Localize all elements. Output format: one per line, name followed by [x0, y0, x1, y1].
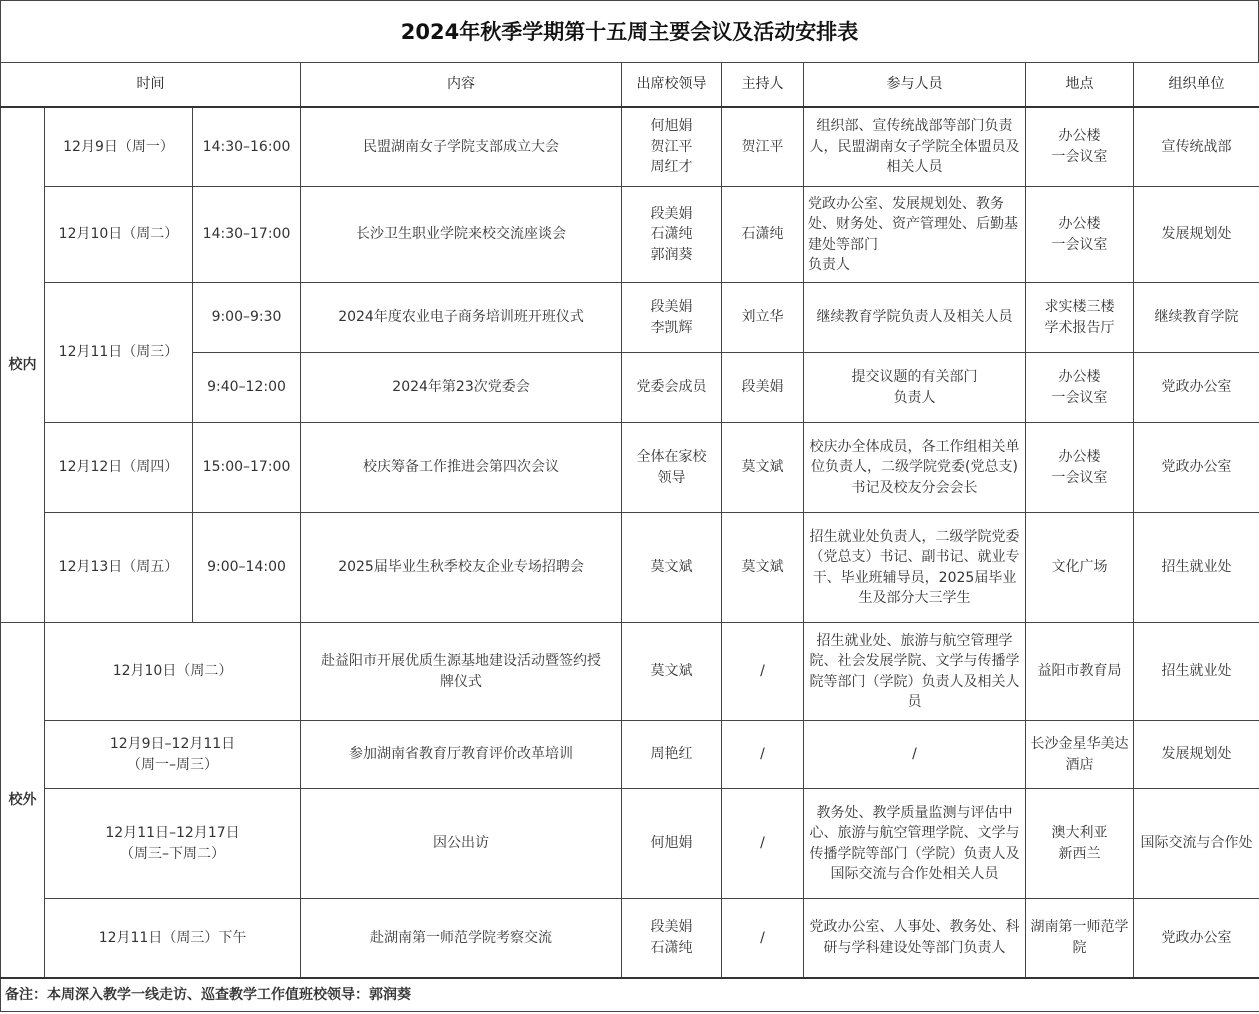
- row-org: 党政办公室: [1134, 899, 1259, 978]
- row-content: 参加湖南省教育厅教育评价改革培训: [301, 721, 622, 789]
- row-time: 9:00–14:00: [193, 513, 301, 623]
- row-host: /: [722, 721, 804, 789]
- schedule-table: [0, 62, 1259, 1012]
- row-org: 继续教育学院: [1134, 283, 1259, 353]
- header-row: [1, 63, 1259, 107]
- row-host: /: [722, 623, 804, 721]
- row-content: 赴湖南第一师范学院考察交流: [301, 899, 622, 978]
- row-org: 党政办公室: [1134, 353, 1259, 423]
- row-time: 14:30–17:00: [193, 187, 301, 283]
- header-org: 组织单位: [1134, 63, 1259, 107]
- row-content: 校庆筹备工作推进会第四次会议: [301, 423, 622, 513]
- row-org: 招生就业处: [1134, 623, 1259, 721]
- row-content: 因公出访: [301, 789, 622, 899]
- note-row: [1, 978, 1259, 1012]
- table-row: [1, 107, 1259, 187]
- row-date: 12月10日（周二）: [45, 623, 301, 721]
- table-row: [1, 623, 1259, 721]
- row-host: /: [722, 899, 804, 978]
- table-row: [1, 789, 1259, 899]
- row-leader: 何旭娟 贺江平 周红才: [622, 107, 722, 187]
- row-date: 12月9日（周一）: [45, 107, 193, 187]
- row-participants: 继续教育学院负责人及相关人员: [804, 283, 1026, 353]
- row-participants: /: [804, 721, 1026, 789]
- row-participants: 组织部、宣传统战部等部门负责人，民盟湖南女子学院全体盟员及相关人员: [804, 107, 1026, 187]
- row-leader: 莫文斌: [622, 513, 722, 623]
- row-participants: 提交议题的有关部门 负责人: [804, 353, 1026, 423]
- row-host: 莫文斌: [722, 513, 804, 623]
- row-org: 招生就业处: [1134, 513, 1259, 623]
- row-time: 14:30–16:00: [193, 107, 301, 187]
- row-content: 2025届毕业生秋季校友企业专场招聘会: [301, 513, 622, 623]
- row-date: 12月13日（周五）: [45, 513, 193, 623]
- header-leader: 出席校领导: [622, 63, 722, 107]
- row-content: 2024年度农业电子商务培训班开班仪式: [301, 283, 622, 353]
- row-location: 办公楼 一会议室: [1026, 353, 1134, 423]
- row-host: 贺江平: [722, 107, 804, 187]
- row-content: 民盟湖南女子学院支部成立大会: [301, 107, 622, 187]
- row-host: 莫文斌: [722, 423, 804, 513]
- row-time: 9:00–9:30: [193, 283, 301, 353]
- header-content: 内容: [301, 63, 622, 107]
- row-date: 12月9日–12月11日 （周一–周三）: [45, 721, 301, 789]
- table-row: [1, 283, 1259, 353]
- row-location: 益阳市教育局: [1026, 623, 1134, 721]
- footer-note: 备注：本周深入教学一线走访、巡查教学工作值班校领导：郭润葵: [1, 978, 1259, 1012]
- header-location: 地点: [1026, 63, 1134, 107]
- row-time: 15:00–17:00: [193, 423, 301, 513]
- row-leader: 全体在家校 领导: [622, 423, 722, 513]
- table-row: [1, 423, 1259, 513]
- row-location: 求实楼三楼 学术报告厅: [1026, 283, 1134, 353]
- header-time: 时间: [1, 63, 301, 107]
- row-date: 12月10日（周二）: [45, 187, 193, 283]
- header-host: 主持人: [722, 63, 804, 107]
- row-content: 赴益阳市开展优质生源基地建设活动暨签约授牌仪式: [301, 623, 622, 721]
- row-leader: 何旭娟: [622, 789, 722, 899]
- row-date: 12月12日（周四）: [45, 423, 193, 513]
- section-external-label: 校外: [1, 623, 45, 978]
- row-org: 宣传统战部: [1134, 107, 1259, 187]
- row-host: 石潇纯: [722, 187, 804, 283]
- row-date: 12月11日–12月17日 （周三–下周二）: [45, 789, 301, 899]
- section-internal-label: 校内: [1, 107, 45, 623]
- row-leader: 党委会成员: [622, 353, 722, 423]
- row-leader: 段美娟 李凯辉: [622, 283, 722, 353]
- row-org: 党政办公室: [1134, 423, 1259, 513]
- row-location: 办公楼 一会议室: [1026, 423, 1134, 513]
- table-row: [1, 899, 1259, 978]
- row-org: 发展规划处: [1134, 721, 1259, 789]
- row-content: 2024年第23次党委会: [301, 353, 622, 423]
- table-row: [1, 721, 1259, 789]
- header-participants: 参与人员: [804, 63, 1026, 107]
- row-org: 国际交流与合作处: [1134, 789, 1259, 899]
- row-participants: 招生就业处、旅游与航空管理学院、社会发展学院、文学与传播学院等部门（学院）负责人及相关人员: [804, 623, 1026, 721]
- row-location: 办公楼 一会议室: [1026, 187, 1134, 283]
- row-participants: 教务处、教学质量监测与评估中心、旅游与航空管理学院、文学与传播学院等部门（学院）负责人及国际交流与合作处相关人员: [804, 789, 1026, 899]
- row-location: 文化广场: [1026, 513, 1134, 623]
- row-location: 长沙金星华美达酒店: [1026, 721, 1134, 789]
- row-date: 12月11日（周三）下午: [45, 899, 301, 978]
- row-participants: 校庆办全体成员，各工作组相关单位负责人，二级学院党委(党总支)书记及校友分会会长: [804, 423, 1026, 513]
- page-title: 2024年秋季学期第十五周主要会议及活动安排表: [0, 0, 1259, 62]
- row-host: 段美娟: [722, 353, 804, 423]
- row-location: 澳大利亚 新西兰: [1026, 789, 1134, 899]
- table-row: [1, 187, 1259, 283]
- row-leader: 段美娟 石潇纯: [622, 899, 722, 978]
- row-location: 办公楼 一会议室: [1026, 107, 1134, 187]
- table-row: [1, 513, 1259, 623]
- row-host: /: [722, 789, 804, 899]
- row-host: 刘立华: [722, 283, 804, 353]
- row-time: 9:40–12:00: [193, 353, 301, 423]
- row-content: 长沙卫生职业学院来校交流座谈会: [301, 187, 622, 283]
- row-location: 湖南第一师范学院: [1026, 899, 1134, 978]
- row-leader: 莫文斌: [622, 623, 722, 721]
- row-date: 12月11日（周三）: [45, 283, 193, 423]
- row-leader: 周艳红: [622, 721, 722, 789]
- row-participants: 招生就业处负责人，二级学院党委（党总支）书记、副书记、就业专干、毕业班辅导员，2025届毕业生及部分大三学生: [804, 513, 1026, 623]
- row-org: 发展规划处: [1134, 187, 1259, 283]
- row-participants: 党政办公室、发展规划处、教务处、财务处、资产管理处、后勤基建处等部门 负责人: [804, 187, 1026, 283]
- row-participants: 党政办公室、人事处、教务处、科研与学科建设处等部门负责人: [804, 899, 1026, 978]
- row-leader: 段美娟 石潇纯 郭润葵: [622, 187, 722, 283]
